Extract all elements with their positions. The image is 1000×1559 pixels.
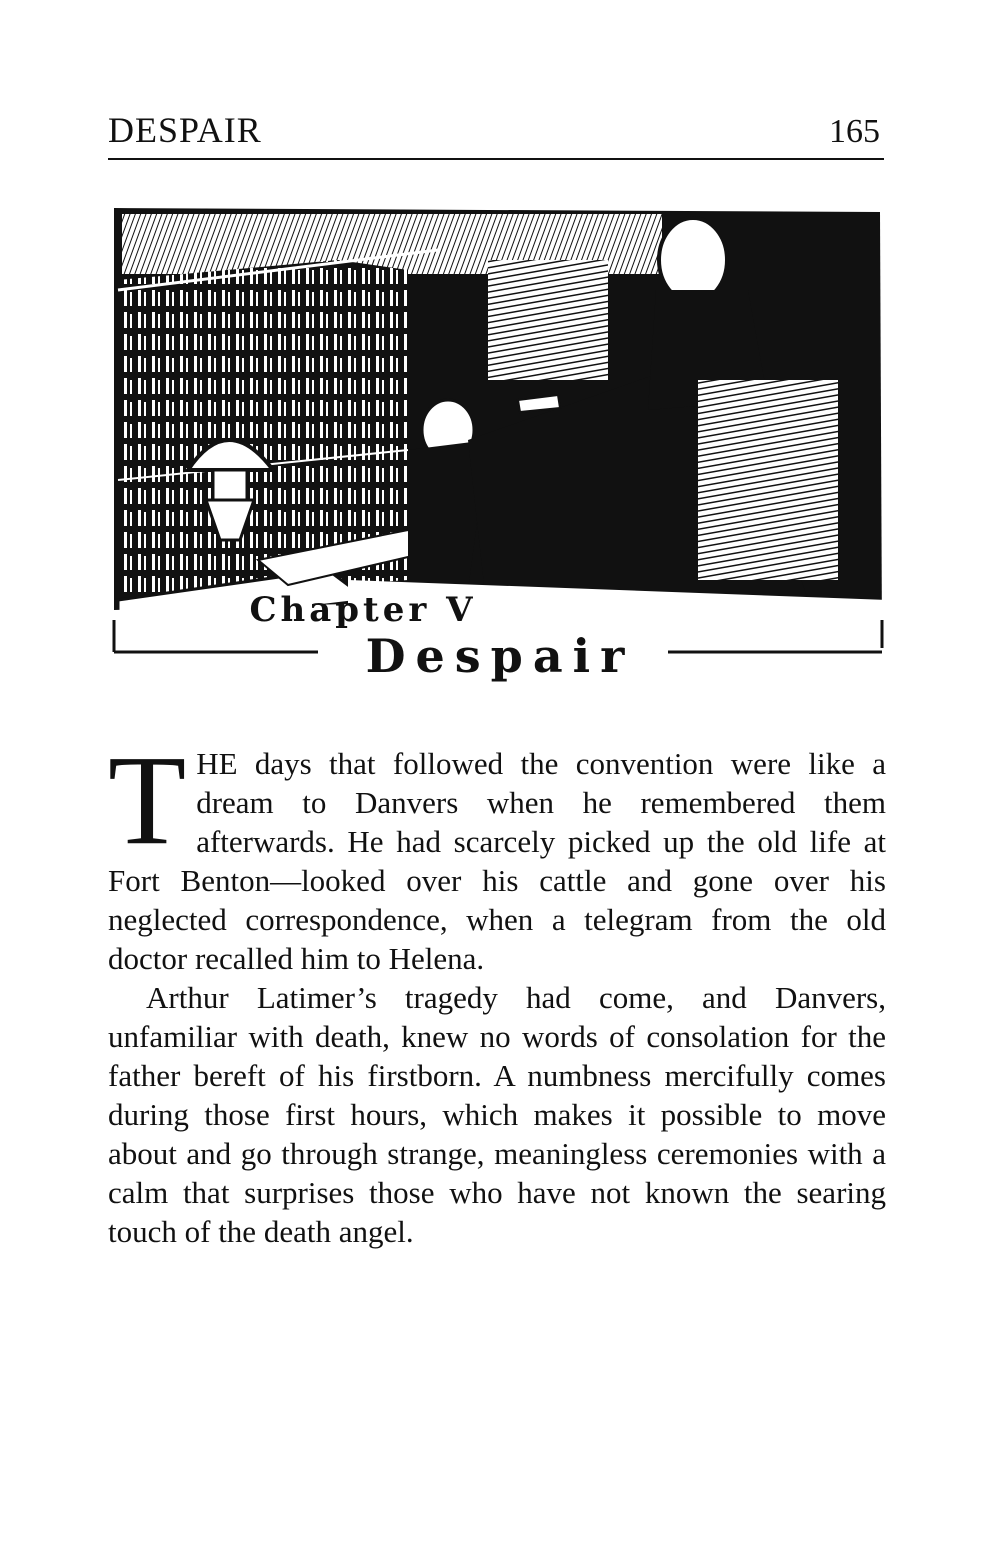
drop-cap: T xyxy=(108,729,187,871)
paragraph-text: Arthur Latimer’s tragedy had come, and Danvers, unfamiliar with death, knew no words of consolation for the father bereft of his firstborn. A numbness mercifully comes during those first hours, which makes it possible to move about and go through strange, meaningless ceremonies with a calm that surprises those who have not known the searing touch of the death angel. xyxy=(108,980,886,1249)
chapter-illustration xyxy=(108,200,888,670)
running-head: DESPAIR xyxy=(108,110,262,150)
paragraph-text: HE days that followed the convention were like a dream to Danvers when he remembered them afterwards. He had scarcely picked up the old life at Fort Benton—looked over his cattle and gone over his neglected correspondence, when a telegram from the old doctor recalled him to Helena. xyxy=(108,746,886,976)
paragraph xyxy=(108,978,886,1251)
page-header xyxy=(108,110,884,160)
chapter-number-label: Chapter V xyxy=(249,590,477,630)
paragraph xyxy=(108,729,886,978)
body-text xyxy=(108,729,886,1251)
chapter-title: Despair xyxy=(365,629,635,683)
page-number: 165 xyxy=(829,113,880,150)
library-scene-illustration-icon xyxy=(108,200,888,670)
